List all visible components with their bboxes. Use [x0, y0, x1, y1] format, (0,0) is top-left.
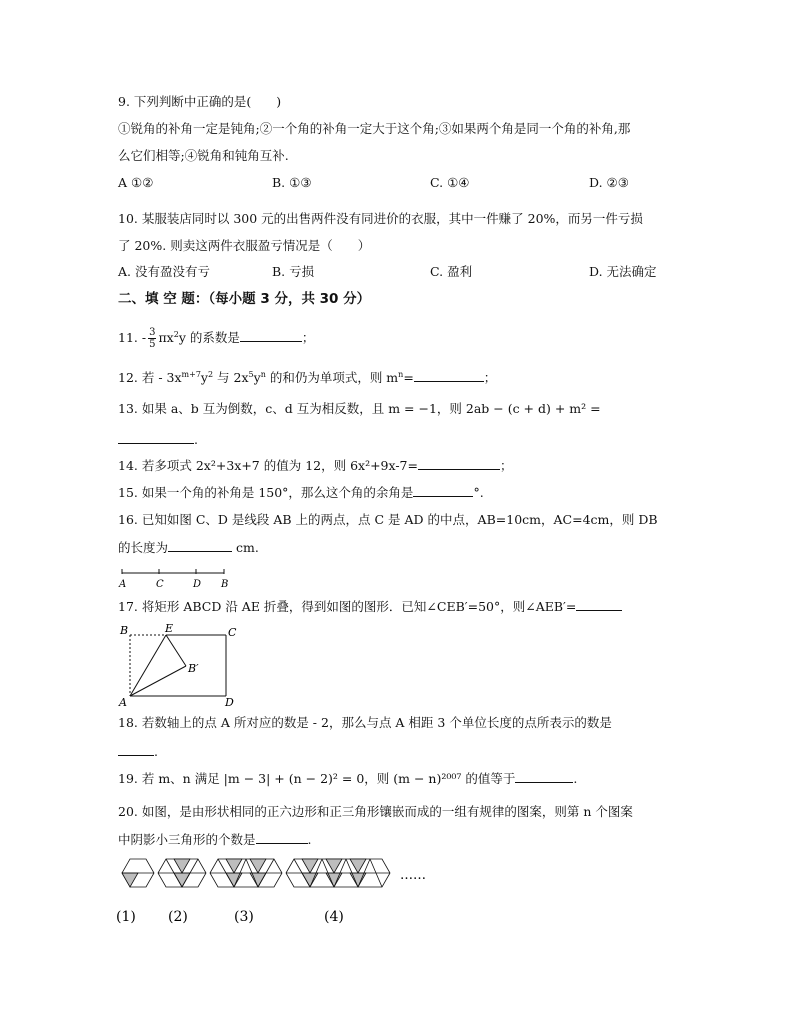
q10-line1: 10. 某服装店同时以 300 元的出售两件没有同进价的衣服，其中一件赚了 20%，而另一件亏损 — [118, 211, 643, 226]
shaded-triangle — [326, 859, 342, 873]
q9-line1: ①锐角的补角一定是钝角;②一个角的补角一定大于这个角;③如果两个角是同一个角的补角,那 — [118, 121, 631, 136]
q12-end: ； — [483, 370, 497, 385]
rectangle-fold-diagram — [116, 620, 246, 712]
vertex-label-e: E — [165, 622, 174, 635]
q18-line1: 18. 若数轴上的点 A 所对应的数是 - 2，那么与点 A 相距 3 个单位长度的点所表示的数是 — [118, 715, 612, 730]
q14-text: 14. 若多项式 2x²+3x+7 的值为 12，则 6x²+9x-7= — [118, 458, 418, 473]
q9-option-a: A ①② — [118, 175, 154, 190]
q9-line2: 么它们相等;④锐角和钝角互补. — [118, 148, 289, 163]
shaded-triangle — [122, 873, 138, 887]
point-label-a: A — [119, 579, 127, 590]
q11-body: πx — [158, 330, 174, 345]
q17 — [118, 598, 622, 615]
q13-end: . — [194, 432, 198, 447]
q11-tail: y 的系数是 — [178, 330, 240, 345]
q9-stem: 9. 下列判断中正确的是( ) — [118, 94, 282, 109]
shaded-triangle — [326, 873, 342, 887]
q9-option-b: B. ①③ — [272, 175, 312, 190]
shaded-triangle — [302, 859, 318, 873]
q9-option-c: C. ①④ — [430, 175, 470, 190]
q10-option-c: C. 盈利 — [430, 264, 473, 279]
q9-option-d: D. ②③ — [589, 175, 629, 190]
vertex-label-c: C — [228, 626, 237, 639]
q19-end: . — [573, 771, 578, 786]
segment-diagram — [116, 566, 236, 592]
shaded-triangle — [174, 873, 190, 887]
segment-eb-prime — [166, 635, 186, 666]
q12-exp2: 2 — [207, 369, 214, 379]
q16-line1: 16. 已知如图 C、D 是线段 AB 上的两点，点 C 是 AD 的中点，AB=10cm，AC=4cm，则 DB — [118, 512, 658, 527]
pattern-4 — [286, 859, 390, 887]
vertex-label-b: B — [120, 624, 129, 637]
vertex-label-d: D — [225, 696, 234, 709]
q12-tail2: = — [403, 370, 414, 385]
figure-label-3: (3) — [234, 909, 254, 925]
vertex-label-a: A — [119, 696, 127, 709]
q19-text: 19. 若 m、n 满足 |m − 3| + (n − 2)² = 0，则 (m − n)²⁰⁰⁷ 的值等于 — [118, 771, 516, 786]
pattern-3 — [210, 859, 282, 887]
q20-end: . — [307, 832, 312, 847]
q12-exp4: n — [260, 369, 266, 379]
q10-option-a: A. 没有盈没有亏 — [118, 264, 210, 279]
shaded-triangle — [174, 859, 190, 873]
figure-label-2: (2) — [168, 909, 188, 925]
shaded-triangle — [226, 873, 242, 887]
q12-answer-blank[interactable] — [414, 369, 484, 382]
point-label-b: B — [221, 579, 229, 590]
q10-line2: 了 20%. 则卖这两件衣服盈亏情况是（ ） — [118, 238, 371, 253]
q18-answer-blank[interactable] — [118, 743, 154, 756]
q12 — [118, 369, 496, 386]
q15-answer-blank[interactable] — [413, 484, 473, 497]
q11 — [118, 325, 314, 351]
q18-line2 — [118, 743, 158, 760]
point-label-c: C — [156, 579, 164, 590]
shaded-triangle — [226, 859, 242, 873]
q13-line2 — [118, 431, 198, 448]
q16-unit: cm. — [232, 540, 259, 555]
figure-label-4: (4) — [324, 909, 344, 925]
q15-end: °. — [473, 485, 484, 500]
q19 — [118, 770, 577, 787]
shaded-triangle — [250, 859, 266, 873]
q12-mid3: y — [253, 370, 261, 385]
q14-end: ； — [500, 458, 513, 473]
section-title: 二、填 空 题：（每小题 3 分，共 30 分） — [118, 291, 371, 307]
figure-label-1: (1) — [116, 909, 136, 925]
q16-line2 — [118, 539, 259, 556]
q20-line1: 20. 如图，是由形状相同的正六边形和正三角形镶嵌而成的一组有规律的图案，则第 n 个图案 — [118, 804, 633, 819]
q19-answer-blank[interactable] — [515, 770, 573, 783]
q17-text: 17. 将矩形 ABCD 沿 AE 折叠，得到如图的图形．已知∠CEB′=50°，则∠AEB′= — [118, 599, 577, 614]
q12-prefix: 12. 若 - 3x — [118, 370, 182, 385]
q11-denominator: 5 — [149, 339, 156, 350]
q12-exp1: m+7 — [181, 369, 201, 379]
pattern-2 — [158, 859, 206, 887]
q12-exp3: 5 — [248, 369, 254, 379]
shaded-triangle — [250, 873, 266, 887]
pattern-1 — [122, 859, 154, 887]
shaded-triangle — [302, 873, 318, 887]
q20-answer-blank[interactable] — [256, 831, 308, 844]
q11-exponent: 2 — [173, 329, 179, 339]
q12-mid1: y — [200, 370, 208, 385]
q13-answer-blank[interactable] — [118, 431, 194, 444]
q15-text: 15. 如果一个角的补角是 150°，那么这个角的余角是 — [118, 485, 414, 500]
q11-fraction — [148, 327, 156, 350]
q18-end: . — [154, 744, 158, 759]
q20-line2 — [118, 831, 312, 848]
q11-prefix: 11. - — [118, 330, 147, 345]
q17-answer-blank[interactable] — [576, 598, 622, 611]
point-label-d: D — [193, 579, 202, 590]
q11-end: ； — [301, 330, 315, 345]
q14-answer-blank[interactable] — [418, 457, 500, 470]
q10-option-b: B. 亏损 — [272, 264, 315, 279]
q12-tail: 的和仍为单项式，则 m — [265, 370, 399, 385]
q14 — [118, 457, 513, 474]
q11-numerator: 3 — [149, 327, 156, 338]
q15 — [118, 484, 484, 501]
tessellation-figure — [112, 855, 442, 933]
continuation-dots: …… — [400, 868, 426, 883]
q10-option-d: D. 无法确定 — [589, 264, 657, 279]
shaded-triangle — [350, 859, 366, 873]
q20-text: 中阴影小三角形的个数是 — [118, 832, 256, 847]
q12-mid2: 与 2x — [213, 370, 249, 385]
q12-exp5: n — [398, 369, 404, 379]
q11-answer-blank[interactable] — [240, 329, 302, 342]
vertex-label-b-prime: B′ — [188, 662, 199, 675]
shaded-triangle — [350, 873, 366, 887]
q13-line1: 13. 如果 a、b 互为倒数，c、d 互为相反数，且 m = −1，则 2ab − (c + d) + m² = — [118, 401, 601, 416]
q16-text: 的长度为 — [118, 540, 169, 555]
q16-answer-blank[interactable] — [168, 539, 232, 552]
